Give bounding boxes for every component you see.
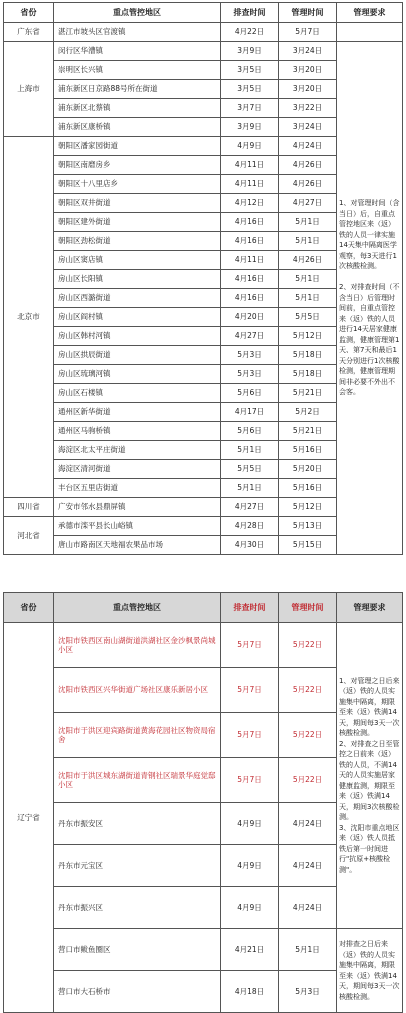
area-cell: 广安市邻水县鼎屏镇: [54, 498, 221, 517]
area-cell: 沈阳市于洪区城东湖街道青钢社区瑞景华庭觉邸小区: [54, 758, 221, 803]
manage-time-header: 管理时间: [279, 593, 337, 623]
area-cell: 丹东市振兴区: [54, 887, 221, 929]
check-time-cell: 4月16日: [221, 289, 279, 308]
area-cell: 海淀区清河街道: [54, 460, 221, 479]
table-2-body: [4, 593, 403, 1013]
area-cell: 房山区韩村河镇: [54, 327, 221, 346]
manage-time-cell: 5月21日: [279, 384, 337, 403]
manage-time-cell: 3月24日: [279, 118, 337, 137]
check-time-cell: 4月16日: [221, 232, 279, 251]
check-time-cell: 3月5日: [221, 80, 279, 99]
manage-time-cell: 4月24日: [279, 803, 337, 845]
manage-time-cell: 5月22日: [279, 713, 337, 758]
manage-time-cell: 4月26日: [279, 175, 337, 194]
area-cell: 朝阳区双井街道: [54, 194, 221, 213]
check-time-header: 排查时间: [221, 3, 279, 23]
area-header: 重点管控地区: [54, 593, 221, 623]
manage-time-cell: 5月1日: [279, 289, 337, 308]
check-time-cell: 3月5日: [221, 61, 279, 80]
manage-time-cell: 3月20日: [279, 61, 337, 80]
area-cell: 沈阳市铁西区南山湖街道洪湖社区金沙枫景尚城小区: [54, 623, 221, 668]
check-time-cell: 5月7日: [221, 668, 279, 713]
area-cell: 承德市滦平县长山峪镇: [54, 517, 221, 536]
area-cell: 房山区窦店镇: [54, 251, 221, 270]
manage-time-cell: 4月27日: [279, 194, 337, 213]
header-row: [4, 3, 403, 23]
manage-time-cell: 5月5日: [279, 308, 337, 327]
check-time-cell: 4月22日: [221, 23, 279, 42]
check-time-cell: 4月9日: [221, 803, 279, 845]
requirement-cell: [337, 23, 403, 42]
control-area-table-1: [3, 2, 403, 555]
requirement-cell: 对排查之日后来（返）铁的人员实施集中隔离，期限至来（返）铁满14天，期间每3天一次核酸检测。: [337, 929, 403, 1013]
manage-time-cell: 5月1日: [279, 213, 337, 232]
manage-time-cell: 5月18日: [279, 365, 337, 384]
area-cell: 沈阳市铁西区兴华街道广场社区康乐新居小区: [54, 668, 221, 713]
manage-time-cell: 5月15日: [279, 536, 337, 555]
manage-time-cell: 5月22日: [279, 758, 337, 803]
check-time-cell: 4月30日: [221, 536, 279, 555]
requirement-header: 管理要求: [337, 593, 403, 623]
check-time-cell: 4月20日: [221, 308, 279, 327]
check-time-cell: 5月3日: [221, 346, 279, 365]
area-cell: 营口市大石桥市: [54, 971, 221, 1013]
manage-time-cell: 4月24日: [279, 845, 337, 887]
manage-time-cell: 5月7日: [279, 23, 337, 42]
check-time-cell: 4月12日: [221, 194, 279, 213]
check-time-cell: 4月27日: [221, 498, 279, 517]
manage-time-cell: 5月16日: [279, 479, 337, 498]
area-cell: 浦东新区康桥镇: [54, 118, 221, 137]
area-cell: 朝阳区建外街道: [54, 213, 221, 232]
area-cell: 朝阳区十八里店乡: [54, 175, 221, 194]
check-time-cell: 4月9日: [221, 137, 279, 156]
manage-time-cell: 5月12日: [279, 498, 337, 517]
area-cell: 房山区琉璃河镇: [54, 365, 221, 384]
check-time-cell: 5月6日: [221, 422, 279, 441]
table-1-body: [4, 3, 403, 555]
area-cell: 丰台区五里店街道: [54, 479, 221, 498]
area-cell: 通州区新华街道: [54, 403, 221, 422]
check-time-cell: 4月11日: [221, 156, 279, 175]
check-time-cell: 5月1日: [221, 479, 279, 498]
manage-time-cell: 4月26日: [279, 156, 337, 175]
check-time-cell: 4月9日: [221, 845, 279, 887]
manage-time-cell: 5月20日: [279, 460, 337, 479]
requirement-cell: 1、对管理时间（含当日）后，自重点管控地区来（返）铁的人员一律实施14天集中隔离医学观察，每3天进行1次核酸检测。 2、对排查时间（不含当日）后管理时间前，自重点管控来（返）铁的人员进行14天居家健康监测，健康管理第1天、第7天和最后1天分别进行1次核酸检测，健康管理期间非必要不外出不会客。: [337, 42, 403, 555]
area-cell: 唐山市路南区天地福农果品市场: [54, 536, 221, 555]
area-cell: 朝阳区潘家园街道: [54, 137, 221, 156]
area-cell: 房山区西潞街道: [54, 289, 221, 308]
table-row: [4, 929, 403, 971]
check-time-cell: 5月7日: [221, 758, 279, 803]
check-time-cell: 5月7日: [221, 623, 279, 668]
check-time-cell: 4月11日: [221, 251, 279, 270]
manage-time-cell: 4月24日: [279, 887, 337, 929]
check-time-cell: 5月5日: [221, 460, 279, 479]
table-separator: [0, 580, 406, 592]
manage-time-cell: 5月12日: [279, 327, 337, 346]
check-time-cell: 3月7日: [221, 99, 279, 118]
check-time-cell: 5月7日: [221, 713, 279, 758]
province-cell: 河北省: [4, 517, 54, 555]
manage-time-cell: 5月1日: [279, 232, 337, 251]
check-time-cell: 4月9日: [221, 887, 279, 929]
province-cell: 北京市: [4, 137, 54, 498]
check-time-cell: 4月28日: [221, 517, 279, 536]
manage-time-cell: 4月24日: [279, 137, 337, 156]
table-row: [4, 23, 403, 42]
manage-time-cell: 5月22日: [279, 668, 337, 713]
manage-time-cell: 5月1日: [279, 270, 337, 289]
manage-time-cell: 5月16日: [279, 441, 337, 460]
table-row: [4, 42, 403, 61]
manage-time-cell: 5月18日: [279, 346, 337, 365]
area-cell: 沈阳市于洪区迎宾路街道黄海花园社区物资局宿舍: [54, 713, 221, 758]
area-cell: 丹东市元宝区: [54, 845, 221, 887]
check-time-header: 排查时间: [221, 593, 279, 623]
requirement-cell: 1、对管理之日后来（返）铁的人员实施集中隔离，期限至来（返）铁满14天，期间每3天一次核酸检测。 2、对排查之日至管控之日前来（返）铁的人员，不满14天的人员实施居家健康监测，期限至来（返）铁满14天，期间3次核酸检测。 3、沈阳市重点地区来（返）铁人员抵铁后第一时间进行"抗原+核酸检测"。: [337, 623, 403, 929]
province-header: 省份: [4, 593, 54, 623]
area-cell: 通州区马驹桥镇: [54, 422, 221, 441]
manage-time-cell: 3月22日: [279, 99, 337, 118]
manage-time-header: 管理时间: [279, 3, 337, 23]
area-cell: 房山区石楼镇: [54, 384, 221, 403]
check-time-cell: 3月9日: [221, 42, 279, 61]
manage-time-cell: 5月3日: [279, 971, 337, 1013]
area-cell: 朝阳区劲松街道: [54, 232, 221, 251]
check-time-cell: 4月17日: [221, 403, 279, 422]
check-time-cell: 4月11日: [221, 175, 279, 194]
manage-time-cell: 4月26日: [279, 251, 337, 270]
manage-time-cell: 3月20日: [279, 80, 337, 99]
check-time-cell: 5月1日: [221, 441, 279, 460]
check-time-cell: 3月9日: [221, 118, 279, 137]
province-cell: 四川省: [4, 498, 54, 517]
manage-time-cell: 5月21日: [279, 422, 337, 441]
check-time-cell: 4月18日: [221, 971, 279, 1013]
area-header: 重点管控地区: [54, 3, 221, 23]
requirement-header: 管理要求: [337, 3, 403, 23]
table-row: [4, 623, 403, 668]
header-row: [4, 593, 403, 623]
check-time-cell: 4月16日: [221, 213, 279, 232]
area-cell: 丹东市振安区: [54, 803, 221, 845]
province-cell: 上海市: [4, 42, 54, 137]
province-cell: 辽宁省: [4, 623, 54, 1013]
area-cell: 海淀区北太平庄街道: [54, 441, 221, 460]
area-cell: 崇明区长兴镇: [54, 61, 221, 80]
area-cell: 房山区拱辰街道: [54, 346, 221, 365]
check-time-cell: 4月16日: [221, 270, 279, 289]
area-cell: 闵行区华漕镇: [54, 42, 221, 61]
area-cell: 房山区阎村镇: [54, 308, 221, 327]
area-cell: 朝阳区南磨房乡: [54, 156, 221, 175]
area-cell: 浦东新区日京路88号所在街道: [54, 80, 221, 99]
area-cell: 营口市鲅鱼圈区: [54, 929, 221, 971]
area-cell: 湛江市坡头区官渡镇: [54, 23, 221, 42]
check-time-cell: 4月21日: [221, 929, 279, 971]
check-time-cell: 4月27日: [221, 327, 279, 346]
manage-time-cell: 3月24日: [279, 42, 337, 61]
province-cell: 广东省: [4, 23, 54, 42]
manage-time-cell: 5月13日: [279, 517, 337, 536]
check-time-cell: 5月6日: [221, 384, 279, 403]
manage-time-cell: 5月22日: [279, 623, 337, 668]
area-cell: 浦东新区北蔡镇: [54, 99, 221, 118]
manage-time-cell: 5月1日: [279, 929, 337, 971]
manage-time-cell: 5月2日: [279, 403, 337, 422]
area-cell: 房山区长阳镇: [54, 270, 221, 289]
check-time-cell: 5月3日: [221, 365, 279, 384]
province-header: 省份: [4, 3, 54, 23]
control-area-table-2: [3, 592, 403, 1013]
